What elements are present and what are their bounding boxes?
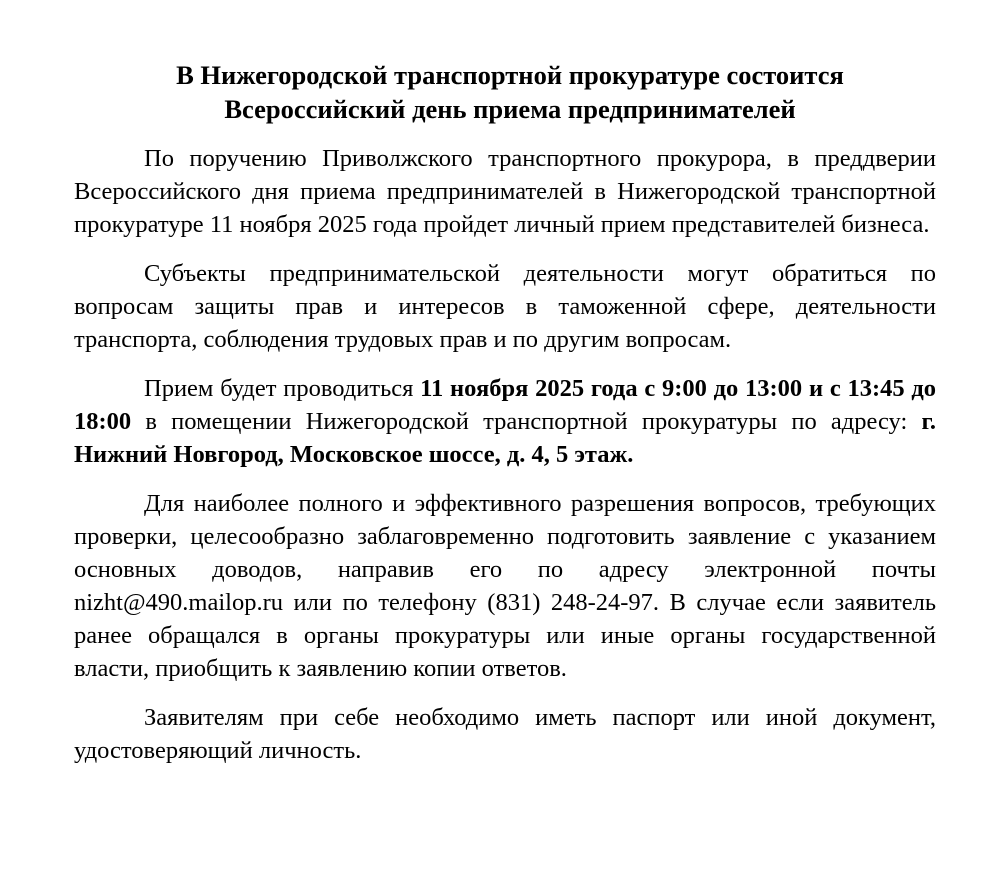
paragraph-announcement: По поручению Приволжского транспортного прокурора, в преддверии Всероссийского дня приема предпринимателей в Нижегородской транспортной прокуратуре 11 ноября 2025 года пройдет личный прием представителей бизнеса. [74, 145, 936, 238]
document-page [74, 58, 936, 783]
document-title [74, 58, 936, 126]
paragraph-application: Для наиболее полного и эффективного разрешения вопросов, требующих проверки, целесообразно заблаговременно подготовить заявление с указанием основных доводов, направив его по адресу электронной почты nizht@490.mailop.ru или по телефону (831) 248-24-97. В случае если заявитель ранее обращался в органы прокуратуры или иные органы государственной власти, приобщить к заявлению копии ответов. [74, 490, 936, 682]
schedule-intro: Прием будет проводиться [144, 375, 421, 402]
schedule-datetime: 11 ноября 2025 года с 9:00 до 13:00 и с 13:45 до 18:00 [74, 375, 937, 435]
paragraph-topics: Субъекты предпринимательской деятельности могут обратиться по вопросам защиты прав и интересов в таможенной сфере, деятельности транспорта, соблюдения трудовых прав и по другим вопросам. [74, 260, 936, 353]
title-line-2: Всероссийский день приема предпринимателей [224, 94, 796, 124]
schedule-address: г. Нижний Новгород, Московское шоссе, д. 4, 5 этаж. [74, 408, 936, 468]
schedule-location: в помещении Нижегородской транспортной прокуратуры по адресу: [131, 408, 922, 435]
paragraph-schedule [74, 372, 936, 471]
paragraph-documents: Заявителям при себе необходимо иметь паспорт или иной документ, удостоверяющий личность. [74, 704, 936, 764]
title-line-1: В Нижегородской транспортной прокуратуре состоится [176, 60, 844, 90]
